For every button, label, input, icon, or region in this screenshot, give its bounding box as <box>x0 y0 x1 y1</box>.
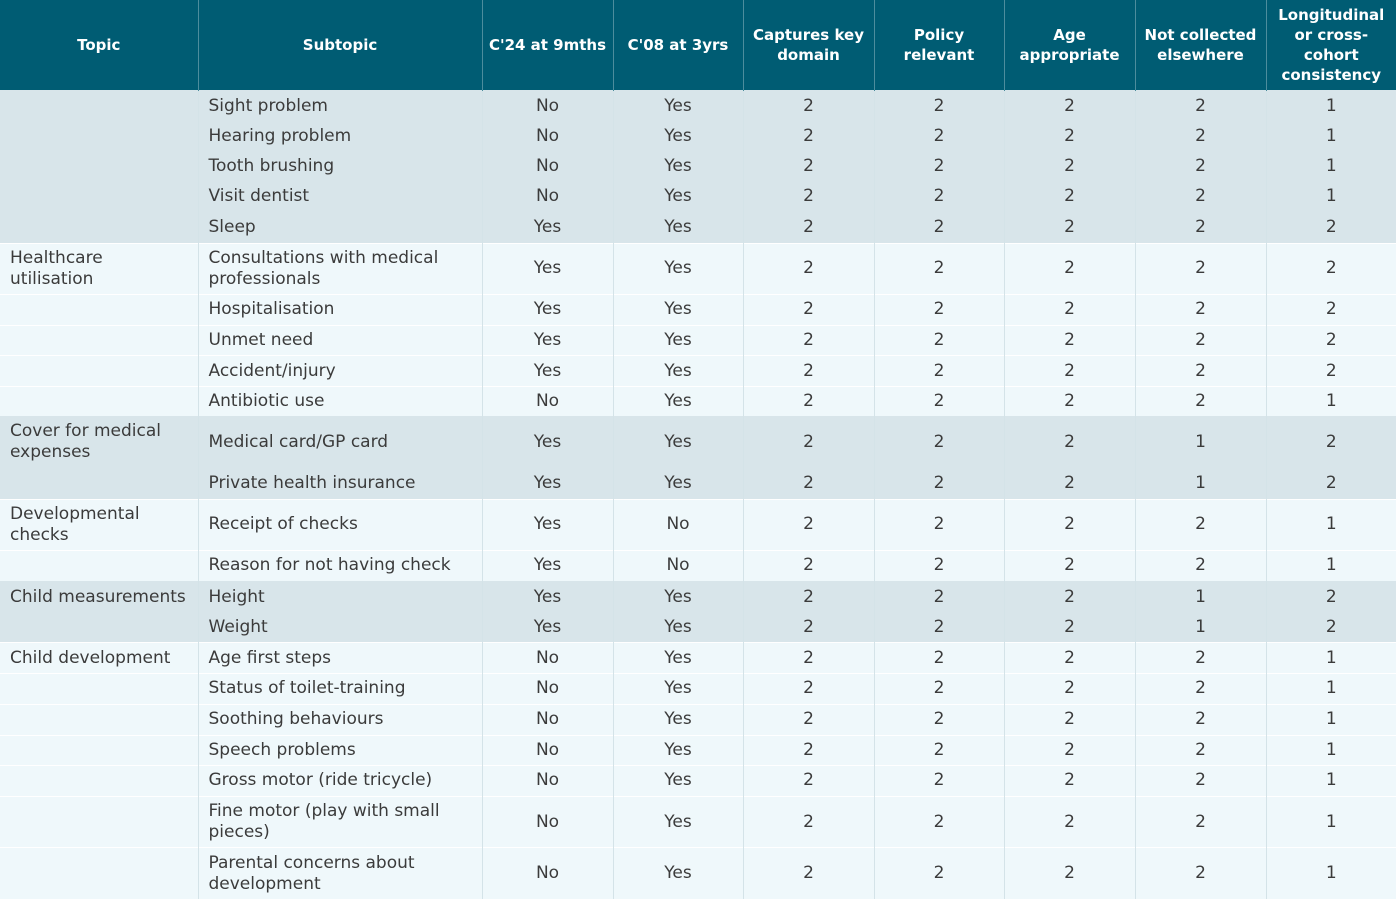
table-row <box>0 674 1396 704</box>
age-cell: 2 <box>1004 294 1135 325</box>
not-collected-cell: 2 <box>1135 325 1266 355</box>
subtopic-cell: Gross motor (ride tricycle) <box>198 765 482 796</box>
policy-cell: 2 <box>874 294 1004 325</box>
topic-cell <box>0 765 198 796</box>
policy-cell: 2 <box>874 91 1004 122</box>
c24-cell: Yes <box>482 243 613 294</box>
table-row <box>0 735 1396 765</box>
captures-key-cell: 2 <box>743 499 874 550</box>
c08-cell: Yes <box>613 765 743 796</box>
c24-cell: No <box>482 674 613 704</box>
not-collected-cell: 2 <box>1135 356 1266 387</box>
topic-cell <box>0 122 198 152</box>
longitudinal-cell: 1 <box>1266 550 1396 581</box>
longitudinal-cell: 1 <box>1266 182 1396 212</box>
captures-key-cell: 2 <box>743 550 874 581</box>
age-cell: 2 <box>1004 643 1135 674</box>
not-collected-cell: 2 <box>1135 122 1266 152</box>
not-collected-cell: 2 <box>1135 643 1266 674</box>
longitudinal-cell: 2 <box>1266 468 1396 499</box>
captures-key-cell: 2 <box>743 243 874 294</box>
header-c24-9mths: C'24 at 9mths <box>482 0 613 91</box>
age-cell: 2 <box>1004 91 1135 122</box>
table-row <box>0 704 1396 735</box>
policy-cell: 2 <box>874 735 1004 765</box>
captures-key-cell: 2 <box>743 294 874 325</box>
c24-cell: No <box>482 643 613 674</box>
topic-cell: Cover for medical expenses <box>0 417 198 468</box>
topic-cell <box>0 91 198 122</box>
policy-cell: 2 <box>874 325 1004 355</box>
c24-cell: Yes <box>482 325 613 355</box>
not-collected-cell: 2 <box>1135 499 1266 550</box>
c08-cell: Yes <box>613 91 743 122</box>
header-age-appropriate: Age appropriate <box>1004 0 1135 91</box>
subtopic-cell: Consultations with medical professionals <box>198 243 482 294</box>
c08-cell: Yes <box>613 848 743 899</box>
c08-cell: Yes <box>613 674 743 704</box>
not-collected-cell: 2 <box>1135 91 1266 122</box>
policy-cell: 2 <box>874 356 1004 387</box>
longitudinal-cell: 1 <box>1266 152 1396 182</box>
table-row <box>0 294 1396 325</box>
longitudinal-cell: 1 <box>1266 704 1396 735</box>
age-cell: 2 <box>1004 152 1135 182</box>
captures-key-cell: 2 <box>743 387 874 417</box>
c24-cell: No <box>482 765 613 796</box>
policy-cell: 2 <box>874 243 1004 294</box>
longitudinal-cell: 1 <box>1266 674 1396 704</box>
table-row <box>0 387 1396 417</box>
subtopic-cell: Sight problem <box>198 91 482 122</box>
policy-cell: 2 <box>874 499 1004 550</box>
header-longitudinal-consistency: Longitudinal or cross-cohort consistency <box>1266 0 1396 91</box>
topic-cell <box>0 796 198 847</box>
topic-cell <box>0 325 198 355</box>
c08-cell: No <box>613 550 743 581</box>
longitudinal-cell: 2 <box>1266 356 1396 387</box>
captures-key-cell: 2 <box>743 735 874 765</box>
c08-cell: Yes <box>613 182 743 212</box>
not-collected-cell: 2 <box>1135 387 1266 417</box>
captures-key-cell: 2 <box>743 468 874 499</box>
header-c08-3yrs: C'08 at 3yrs <box>613 0 743 91</box>
policy-cell: 2 <box>874 613 1004 643</box>
subtopic-cell: Sleep <box>198 212 482 243</box>
age-cell: 2 <box>1004 499 1135 550</box>
policy-cell: 2 <box>874 765 1004 796</box>
policy-cell: 2 <box>874 796 1004 847</box>
topic-cell <box>0 704 198 735</box>
topic-cell <box>0 848 198 899</box>
header-not-collected-elsewhere: Not collected elsewhere <box>1135 0 1266 91</box>
subtopic-cell: Hospitalisation <box>198 294 482 325</box>
subtopic-cell: Unmet need <box>198 325 482 355</box>
captures-key-cell: 2 <box>743 212 874 243</box>
table-row <box>0 152 1396 182</box>
policy-cell: 2 <box>874 417 1004 468</box>
table-row <box>0 182 1396 212</box>
longitudinal-cell: 2 <box>1266 613 1396 643</box>
header-subtopic: Subtopic <box>198 0 482 91</box>
age-cell: 2 <box>1004 674 1135 704</box>
not-collected-cell: 1 <box>1135 417 1266 468</box>
longitudinal-cell: 2 <box>1266 212 1396 243</box>
table-row <box>0 643 1396 674</box>
longitudinal-cell: 2 <box>1266 417 1396 468</box>
c08-cell: Yes <box>613 325 743 355</box>
policy-cell: 2 <box>874 387 1004 417</box>
subtopic-cell: Weight <box>198 613 482 643</box>
longitudinal-cell: 1 <box>1266 122 1396 152</box>
c08-cell: Yes <box>613 356 743 387</box>
captures-key-cell: 2 <box>743 674 874 704</box>
age-cell: 2 <box>1004 550 1135 581</box>
longitudinal-cell: 2 <box>1266 325 1396 355</box>
c24-cell: No <box>482 796 613 847</box>
age-cell: 2 <box>1004 468 1135 499</box>
c24-cell: Yes <box>482 613 613 643</box>
c24-cell: No <box>482 91 613 122</box>
captures-key-cell: 2 <box>743 122 874 152</box>
captures-key-cell: 2 <box>743 182 874 212</box>
c08-cell: Yes <box>613 468 743 499</box>
age-cell: 2 <box>1004 582 1135 613</box>
policy-cell: 2 <box>874 212 1004 243</box>
policy-cell: 2 <box>874 674 1004 704</box>
captures-key-cell: 2 <box>743 582 874 613</box>
captures-key-cell: 2 <box>743 704 874 735</box>
c24-cell: Yes <box>482 356 613 387</box>
policy-cell: 2 <box>874 848 1004 899</box>
topic-cell: Developmental checks <box>0 499 198 550</box>
not-collected-cell: 2 <box>1135 765 1266 796</box>
not-collected-cell: 2 <box>1135 796 1266 847</box>
topic-cell <box>0 613 198 643</box>
c24-cell: Yes <box>482 582 613 613</box>
longitudinal-cell: 1 <box>1266 765 1396 796</box>
not-collected-cell: 2 <box>1135 243 1266 294</box>
table-row <box>0 212 1396 243</box>
c08-cell: Yes <box>613 643 743 674</box>
not-collected-cell: 2 <box>1135 735 1266 765</box>
age-cell: 2 <box>1004 325 1135 355</box>
c24-cell: No <box>482 848 613 899</box>
longitudinal-cell: 2 <box>1266 294 1396 325</box>
subtopic-cell: Visit dentist <box>198 182 482 212</box>
subtopic-cell: Soothing behaviours <box>198 704 482 735</box>
subtopic-cell: Accident/injury <box>198 356 482 387</box>
not-collected-cell: 1 <box>1135 613 1266 643</box>
longitudinal-cell: 1 <box>1266 796 1396 847</box>
captures-key-cell: 2 <box>743 91 874 122</box>
policy-cell: 2 <box>874 582 1004 613</box>
age-cell: 2 <box>1004 848 1135 899</box>
policy-cell: 2 <box>874 643 1004 674</box>
c08-cell: Yes <box>613 704 743 735</box>
table-body <box>0 91 1396 899</box>
not-collected-cell: 2 <box>1135 212 1266 243</box>
longitudinal-cell: 1 <box>1266 643 1396 674</box>
table-row <box>0 356 1396 387</box>
table-row <box>0 417 1396 468</box>
age-cell: 2 <box>1004 122 1135 152</box>
header-topic: Topic <box>0 0 198 91</box>
not-collected-cell: 2 <box>1135 182 1266 212</box>
c24-cell: No <box>482 735 613 765</box>
c24-cell: Yes <box>482 294 613 325</box>
policy-cell: 2 <box>874 152 1004 182</box>
captures-key-cell: 2 <box>743 643 874 674</box>
policy-cell: 2 <box>874 704 1004 735</box>
not-collected-cell: 2 <box>1135 294 1266 325</box>
table-row <box>0 499 1396 550</box>
age-cell: 2 <box>1004 613 1135 643</box>
c24-cell: No <box>482 122 613 152</box>
c24-cell: Yes <box>482 212 613 243</box>
c08-cell: Yes <box>613 387 743 417</box>
subtopic-cell: Hearing problem <box>198 122 482 152</box>
longitudinal-cell: 2 <box>1266 243 1396 294</box>
captures-key-cell: 2 <box>743 848 874 899</box>
subtopic-cell: Speech problems <box>198 735 482 765</box>
longitudinal-cell: 1 <box>1266 91 1396 122</box>
age-cell: 2 <box>1004 243 1135 294</box>
topic-cell: Child measurements <box>0 582 198 613</box>
age-cell: 2 <box>1004 796 1135 847</box>
subtopic-cell: Fine motor (play with small pieces) <box>198 796 482 847</box>
c24-cell: Yes <box>482 499 613 550</box>
policy-cell: 2 <box>874 550 1004 581</box>
topic-cell <box>0 356 198 387</box>
table-row <box>0 765 1396 796</box>
topic-cell <box>0 182 198 212</box>
topic-cell <box>0 212 198 243</box>
c24-cell: No <box>482 704 613 735</box>
c08-cell: Yes <box>613 613 743 643</box>
table-row <box>0 122 1396 152</box>
table-row <box>0 91 1396 122</box>
c08-cell: Yes <box>613 796 743 847</box>
age-cell: 2 <box>1004 735 1135 765</box>
longitudinal-cell: 1 <box>1266 387 1396 417</box>
topic-cell <box>0 550 198 581</box>
topic-cell <box>0 674 198 704</box>
longitudinal-cell: 1 <box>1266 735 1396 765</box>
age-cell: 2 <box>1004 704 1135 735</box>
table-row <box>0 550 1396 581</box>
subtopic-cell: Status of toilet-training <box>198 674 482 704</box>
table-row <box>0 613 1396 643</box>
not-collected-cell: 2 <box>1135 674 1266 704</box>
table-row <box>0 325 1396 355</box>
subtopic-cell: Medical card/GP card <box>198 417 482 468</box>
policy-cell: 2 <box>874 122 1004 152</box>
captures-key-cell: 2 <box>743 765 874 796</box>
c08-cell: Yes <box>613 212 743 243</box>
topic-cell <box>0 735 198 765</box>
not-collected-cell: 2 <box>1135 848 1266 899</box>
captures-key-cell: 2 <box>743 325 874 355</box>
topic-cell <box>0 387 198 417</box>
captures-key-cell: 2 <box>743 417 874 468</box>
c24-cell: No <box>482 182 613 212</box>
not-collected-cell: 2 <box>1135 550 1266 581</box>
age-cell: 2 <box>1004 765 1135 796</box>
policy-cell: 2 <box>874 182 1004 212</box>
header-policy-relevant: Policy relevant <box>874 0 1004 91</box>
topic-cell <box>0 468 198 499</box>
header-row <box>0 0 1396 91</box>
age-cell: 2 <box>1004 212 1135 243</box>
table-row <box>0 796 1396 847</box>
topic-cell: Child development <box>0 643 198 674</box>
topic-cell <box>0 294 198 325</box>
c24-cell: Yes <box>482 417 613 468</box>
captures-key-cell: 2 <box>743 152 874 182</box>
age-cell: 2 <box>1004 182 1135 212</box>
c08-cell: Yes <box>613 294 743 325</box>
c08-cell: Yes <box>613 152 743 182</box>
longitudinal-cell: 1 <box>1266 499 1396 550</box>
header-captures-key-domain: Captures key domain <box>743 0 874 91</box>
captures-key-cell: 2 <box>743 796 874 847</box>
table-row <box>0 582 1396 613</box>
c08-cell: Yes <box>613 243 743 294</box>
c08-cell: Yes <box>613 582 743 613</box>
subtopic-cell: Parental concerns about development <box>198 848 482 899</box>
not-collected-cell: 2 <box>1135 152 1266 182</box>
c24-cell: Yes <box>482 468 613 499</box>
subtopic-cell: Reason for not having check <box>198 550 482 581</box>
table-row <box>0 468 1396 499</box>
c24-cell: Yes <box>482 550 613 581</box>
not-collected-cell: 1 <box>1135 468 1266 499</box>
age-cell: 2 <box>1004 417 1135 468</box>
captures-key-cell: 2 <box>743 356 874 387</box>
c24-cell: No <box>482 387 613 417</box>
topic-cell: Healthcare utilisation <box>0 243 198 294</box>
not-collected-cell: 1 <box>1135 582 1266 613</box>
subtopic-cell: Tooth brushing <box>198 152 482 182</box>
longitudinal-cell: 2 <box>1266 582 1396 613</box>
table-row <box>0 848 1396 899</box>
c08-cell: No <box>613 499 743 550</box>
captures-key-cell: 2 <box>743 613 874 643</box>
not-collected-cell: 2 <box>1135 704 1266 735</box>
c24-cell: No <box>482 152 613 182</box>
age-cell: 2 <box>1004 356 1135 387</box>
topic-cell <box>0 152 198 182</box>
c08-cell: Yes <box>613 417 743 468</box>
c08-cell: Yes <box>613 122 743 152</box>
table-row <box>0 243 1396 294</box>
subtopic-cell: Antibiotic use <box>198 387 482 417</box>
longitudinal-cell: 1 <box>1266 848 1396 899</box>
subtopic-cell: Age first steps <box>198 643 482 674</box>
age-cell: 2 <box>1004 387 1135 417</box>
c08-cell: Yes <box>613 735 743 765</box>
policy-cell: 2 <box>874 468 1004 499</box>
subtopic-cell: Receipt of checks <box>198 499 482 550</box>
subtopic-cell: Height <box>198 582 482 613</box>
subtopic-cell: Private health insurance <box>198 468 482 499</box>
